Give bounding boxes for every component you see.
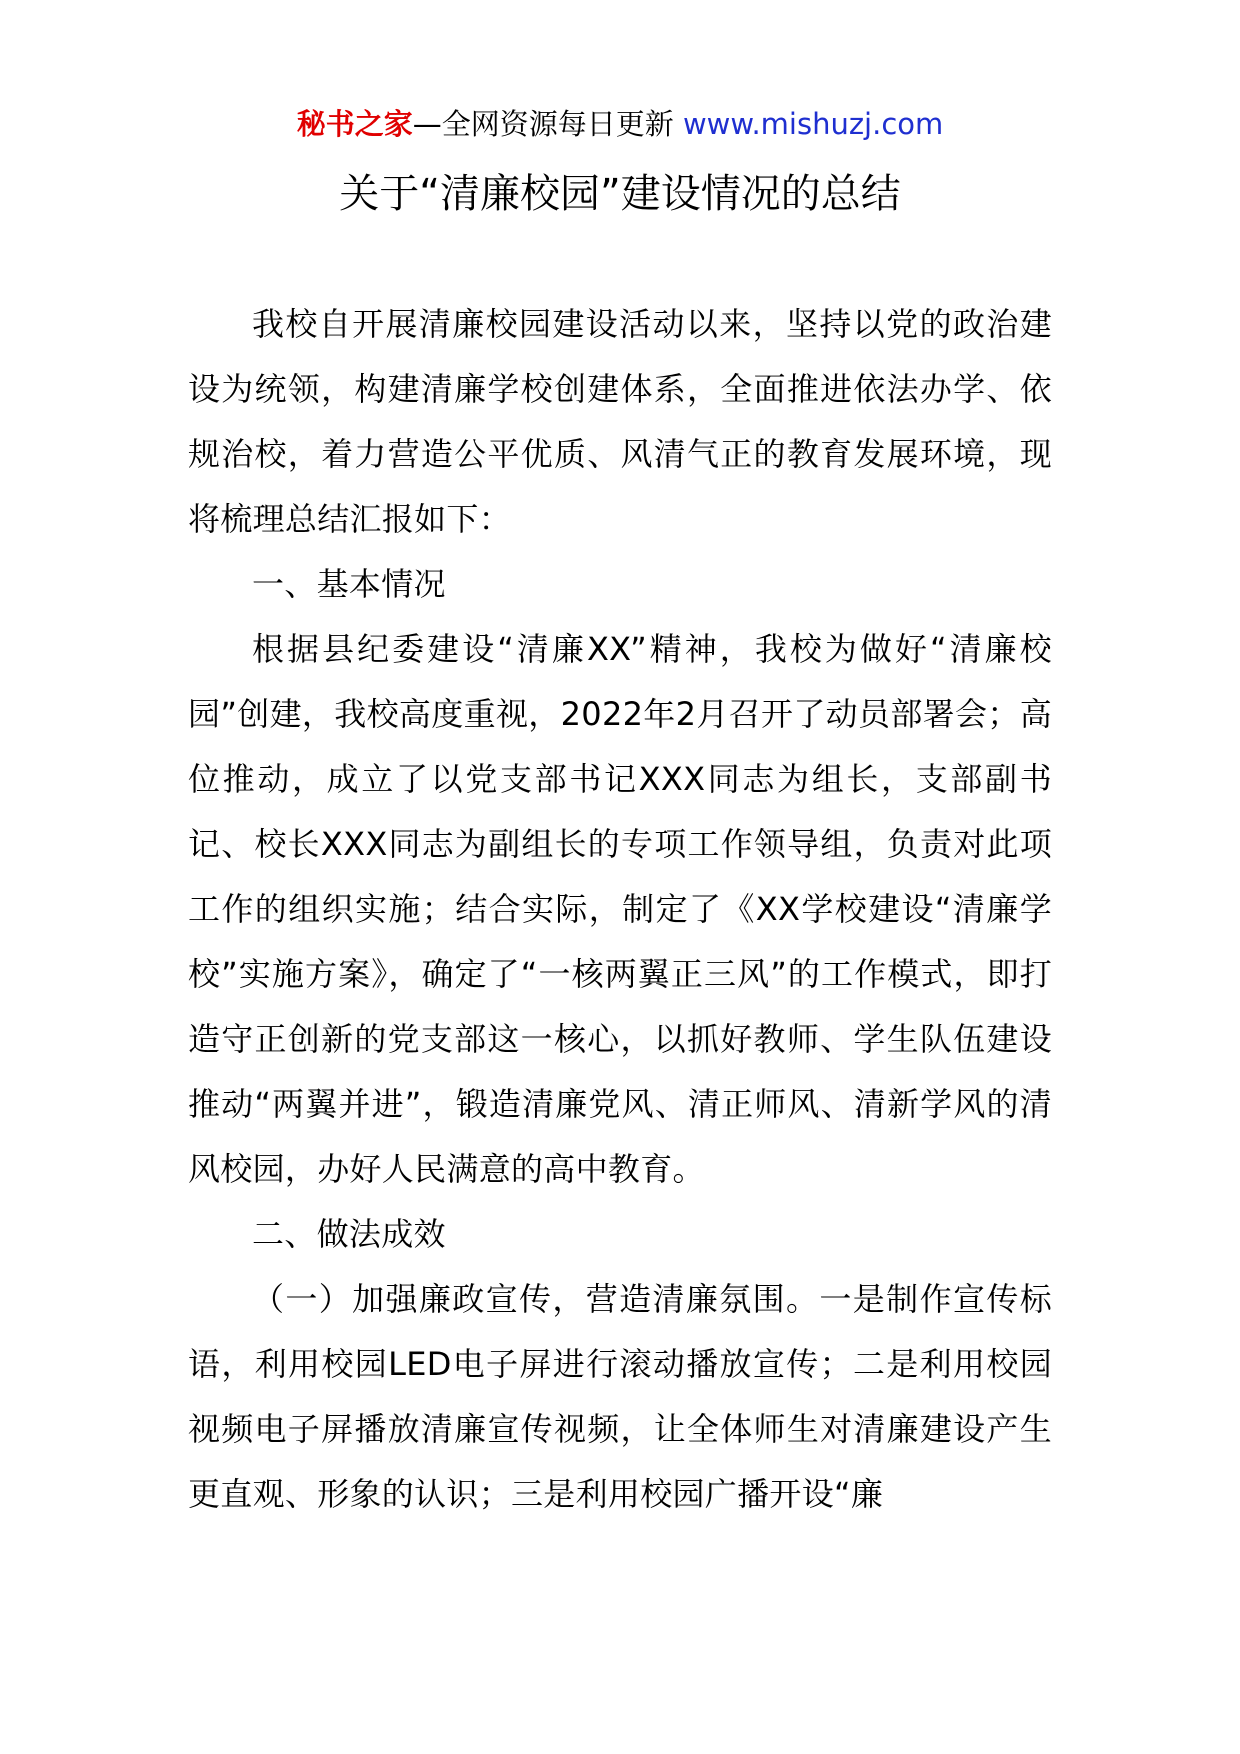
section-heading-practices: 二、做法成效: [252, 1215, 446, 1253]
paragraph-intro: 我校自开展清廉校园建设活动以来，坚持以党的政治建设为统领，构建清廉学校创建体系，全面推进依法办学、依规治校，着力营造公平优质、风清气正的教育发展环境，现将梳理总结汇报如下：: [188, 305, 1052, 538]
header-tagline: —全网资源每日更新: [412, 107, 683, 141]
section-heading-basic-situation: 一、基本情况: [252, 565, 446, 603]
site-url-link[interactable]: www.mishuzj.com: [682, 107, 944, 141]
paragraph-basic-situation: 根据县纪委建设“清廉XX”精神，我校为做好“清廉校园”创建，我校高度重视，2022年2月召开了动员部署会；高位推动，成立了以党支部书记XXX同志为组长，支部副书记、校长XXX同志为副组长的专项工作领导组，负责对此项工作的组织实施；结合实际，制定了《XX学校建设“清廉学校”实施方案》，确定了“一核两翼正三风”的工作模式，即打造守正创新的党支部这一核心，以抓好教师、学生队伍建设推动“两翼并进”，锻造清廉党风、清正师风、清新学风的清风校园，办好人民满意的高中教育。: [188, 630, 1052, 1188]
brand-name: 秘书之家: [296, 107, 413, 141]
site-header: [0, 104, 1240, 144]
paragraph-practices-1: （一）加强廉政宣传，营造清廉氛围。一是制作宣传标语，利用校园LED电子屏进行滚动播放宣传；二是利用校园视频电子屏播放清廉宣传视频，让全体师生对清廉建设产生更直观、形象的认识；三是利用校园广播开设“廉: [188, 1280, 1052, 1513]
document-title: 关于“清廉校园”建设情况的总结: [339, 171, 901, 217]
document-body: [188, 292, 1052, 1527]
